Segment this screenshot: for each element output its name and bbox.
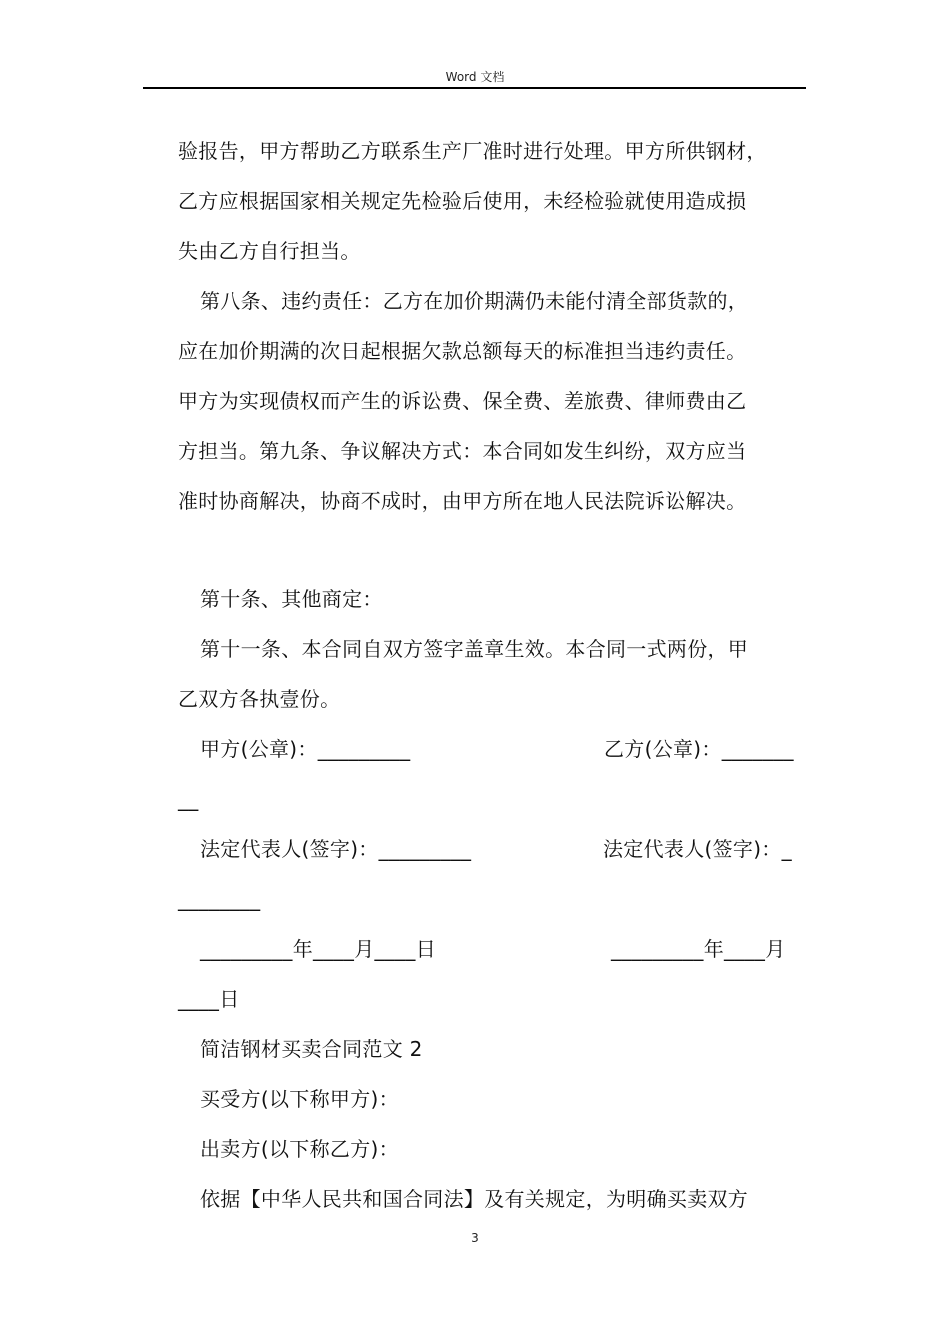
party-b-representative-line-continued: ________ [178,887,261,911]
party-a-date-line: _________年____月____日 [200,937,436,961]
buyer-line: 买受方(以下称甲方)： [200,1087,399,1111]
seller-line: 出卖方(以下称乙方)： [200,1137,399,1161]
body-line-3: 失由乙方自行担当。 [178,239,361,263]
header-divider [143,87,806,89]
body-line-6: 甲方为实现债权而产生的诉讼费、保全费、差旅费、律师费由乙 [178,389,747,413]
party-a-representative-line: 法定代表人(签字)：_________ [200,837,472,861]
page-header-title: Word 文档 [445,70,505,84]
body-line-4: 第八条、违约责任：乙方在加价期满仍未能付清全部货款的， [200,289,749,313]
party-a-seal-line: 甲方(公章)：_________ [200,737,411,761]
party-b-seal-line-continued: __ [178,787,199,811]
body-line-11: 乙双方各执壹份。 [178,687,341,711]
party-b-seal-line: 乙方(公章)：_______ [604,737,794,761]
body-line-2: 乙方应根据国家相关规定先检验后使用，未经检验就使用造成损 [178,189,747,213]
body-line-10: 第十一条、本合同自双方签字盖章生效。本合同一式两份，甲 [200,637,749,661]
party-b-date-line: _________年____月 [611,937,786,961]
body-line-8: 准时协商解决，协商不成时，由甲方所在地人民法院诉讼解决。 [178,489,747,513]
intro-line: 依据【中华人民共和国合同法】及有关规定，为明确买卖双方 [200,1187,749,1211]
page-number: 3 [471,1231,479,1245]
body-line-1: 验报告，甲方帮助乙方联系生产厂准时进行处理。甲方所供钢材， [178,139,767,163]
party-b-representative-line: 法定代表人(签字)：_ [603,837,792,861]
body-line-7: 方担当。第九条、争议解决方式：本合同如发生纠纷，双方应当 [178,439,747,463]
body-line-5: 应在加价期满的次日起根据欠款总额每天的标准担当违约责任。 [178,339,747,363]
body-line-9: 第十条、其他商定： [200,587,383,611]
party-b-date-line-continued: ____日 [178,987,240,1011]
second-contract-title: 简洁钢材买卖合同范文 2 [200,1037,423,1061]
